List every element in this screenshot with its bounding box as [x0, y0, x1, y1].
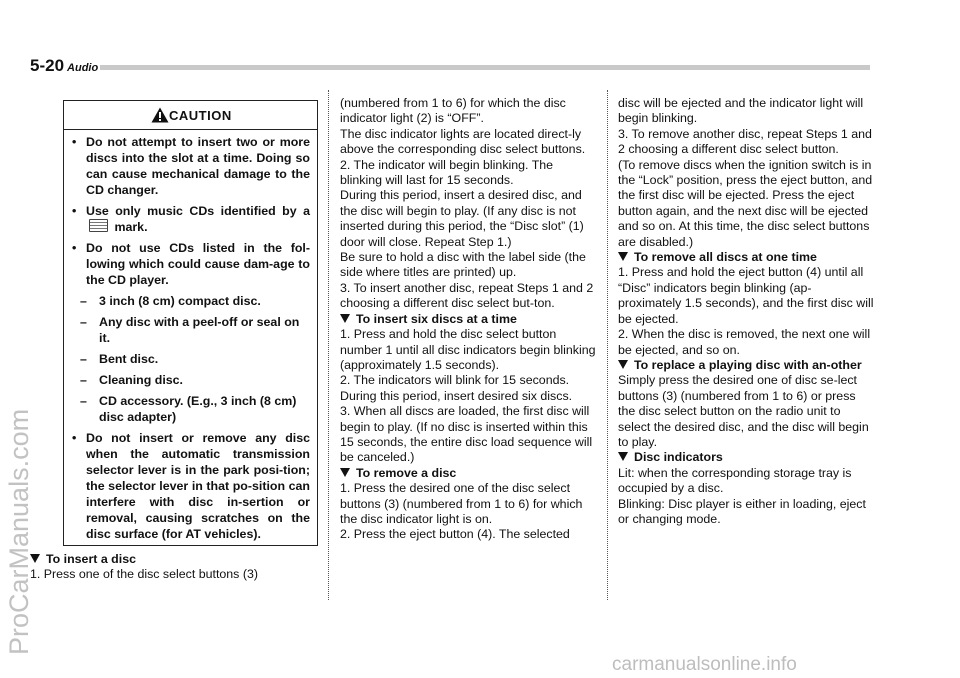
caution-subitem-text: Cleaning disc. [99, 373, 183, 387]
warning-icon [151, 107, 169, 123]
page-number: 5-20 [30, 56, 65, 75]
subsection-heading [340, 466, 597, 481]
paragraph: 2. When the disc is removed, the next one will be ejected, and so on. [618, 327, 871, 357]
paragraph: (To remove discs when the ignition switch is in the “Lock” position, press the eject button, and the first disc will be ejected. Press the eject button again, and the next disc will be ejected and so on. At this time, the disc select buttons are disabled.) [618, 157, 873, 249]
caution-subitem [72, 372, 310, 388]
heading-text: To remove a disc [356, 465, 457, 480]
heading-text: To replace a playing disc with an-other [634, 357, 862, 372]
paragraph: 3. When all discs are loaded, the first disc will begin to play. (If no disc is inserted within this 15 seconds, the entire disc load sequence will be canceled.) [340, 404, 593, 465]
paragraph: During this period, insert a desired disc, and the disc will begin to play. (If any disc is not inserted during this period, the “Disc slot” (1) door will close. Repeat Step 1.) [340, 188, 584, 249]
caution-item: • Do not insert or remove any disc when the automatic transmission selector lever is in the park posi-tion; the selector lever in that po-sition can interfere with disc in-sertion or removal, causing scratches on the disc surface (for AT vehicles). [72, 430, 310, 542]
paragraph: 2. The indicators will blink for 15 seconds. During this period, insert desired six discs. [340, 373, 573, 403]
triangle-bullet-icon [618, 360, 628, 369]
column-divider [607, 90, 608, 600]
paragraph: Lit: when the corresponding storage tray is occupied by a disc. [618, 465, 852, 496]
compact-disc-logo-icon [89, 219, 108, 232]
paragraph: disc will be ejected and the indicator light will begin blinking. [618, 96, 864, 126]
paragraph: 1. Press one of the disc select buttons (3) [30, 567, 258, 582]
subsection-heading [618, 250, 874, 265]
caution-item: • Do not attempt to insert two or more discs into the slot at a time. Doing so can cause mechanical damage to the CD changer. [72, 134, 310, 198]
paragraph: Simply press the desired one of disc se-lect buttons (3) (numbered from 1 to 6) or press the disc select button on the radio unit to select the desired disc, and the disc will begin to play. [618, 373, 869, 449]
triangle-bullet-icon [618, 252, 628, 261]
triangle-bullet-icon [618, 452, 628, 461]
caution-subitem [72, 351, 310, 367]
caution-subitem-text: Bent disc. [99, 352, 159, 366]
header-rule [100, 65, 870, 70]
caution-divider [64, 129, 317, 130]
dash-mark: – [80, 373, 87, 387]
caution-header [64, 101, 317, 129]
caution-item-text: Use only music CDs identified by a [86, 204, 310, 218]
paragraph: The disc indicator lights are located direct-ly above the corresponding disc select buttons. [340, 126, 586, 157]
dash-mark: – [80, 394, 87, 408]
subsection-heading [618, 450, 874, 465]
triangle-bullet-icon [340, 314, 350, 323]
column-2-text [340, 96, 597, 543]
caution-subitem [72, 314, 310, 346]
caution-subitem-text: Any disc with a peel-off or seal on it. [99, 315, 300, 345]
triangle-bullet-icon [340, 468, 350, 477]
section-title: Audio [67, 62, 99, 74]
paragraph: 3. To insert another disc, repeat Steps 1 and 2 choosing a different disc select but-ton. [340, 280, 594, 311]
column-divider [328, 90, 329, 600]
heading-text: To insert six discs at a time [356, 311, 517, 326]
paragraph: 2. The indicator will begin blinking. The blinking will last for 15 seconds. [340, 157, 554, 188]
subsection-heading [340, 312, 597, 327]
dash-mark: – [80, 352, 87, 366]
caution-item: • Do not use CDs listed in the fol-lowing which could cause dam-age to the CD player. [72, 240, 310, 288]
heading-text: To remove all discs at one time [634, 250, 817, 265]
heading-text: To insert a disc [46, 552, 136, 566]
dash-mark: – [80, 294, 87, 308]
dash-mark: – [80, 315, 87, 329]
caution-box [63, 100, 318, 546]
column-3-text [618, 96, 874, 527]
paragraph: Be sure to hold a disc with the label side (the side where titles are printed) up. [340, 250, 586, 280]
caution-title: CAUTION [169, 108, 232, 123]
subsection-heading [30, 552, 318, 567]
column-1-text [30, 552, 318, 583]
caution-list [72, 134, 310, 547]
caution-subitem-text: CD accessory. (E.g., 3 inch (8 cm) disc adapter) [99, 394, 297, 424]
paragraph: 1. Press the desired one of the disc select buttons (3) (numbered from 1 to 6) for which the disc indicator light is on. [340, 481, 583, 526]
paragraph: Blinking: Disc player is either in loading, eject or changing mode. [618, 496, 866, 526]
subsection-heading [618, 358, 874, 373]
paragraph: (numbered from 1 to 6) for which the disc indicator light (2) is “OFF”. [340, 96, 566, 126]
footer-brand: carmanualsonline.info [612, 654, 797, 675]
caution-subitem [72, 293, 310, 309]
paragraph: 1. Press and hold the disc select button number 1 until all disc indicators begin blinking (approximately 1.5 seconds). [340, 327, 596, 372]
caution-subitem [72, 393, 310, 425]
paragraph: 2. Press the eject button (4). The selected [340, 527, 570, 542]
paragraph: 3. To remove another disc, repeat Steps 1 and 2 choosing a different disc select button. [618, 126, 872, 157]
watermark: ProCarManuals.com [4, 408, 34, 655]
caution-subitem-text: 3 inch (8 cm) compact disc. [99, 294, 261, 308]
page-header [30, 56, 98, 76]
caution-item [72, 203, 310, 235]
heading-text: Disc indicators [634, 450, 723, 465]
paragraph: 1. Press and hold the eject button (4) until all “Disc” indicators begin blinking (ap-proximately 1.5 seconds), and the first disc will be ejected. [618, 265, 874, 326]
caution-item-text: mark. [114, 220, 148, 234]
